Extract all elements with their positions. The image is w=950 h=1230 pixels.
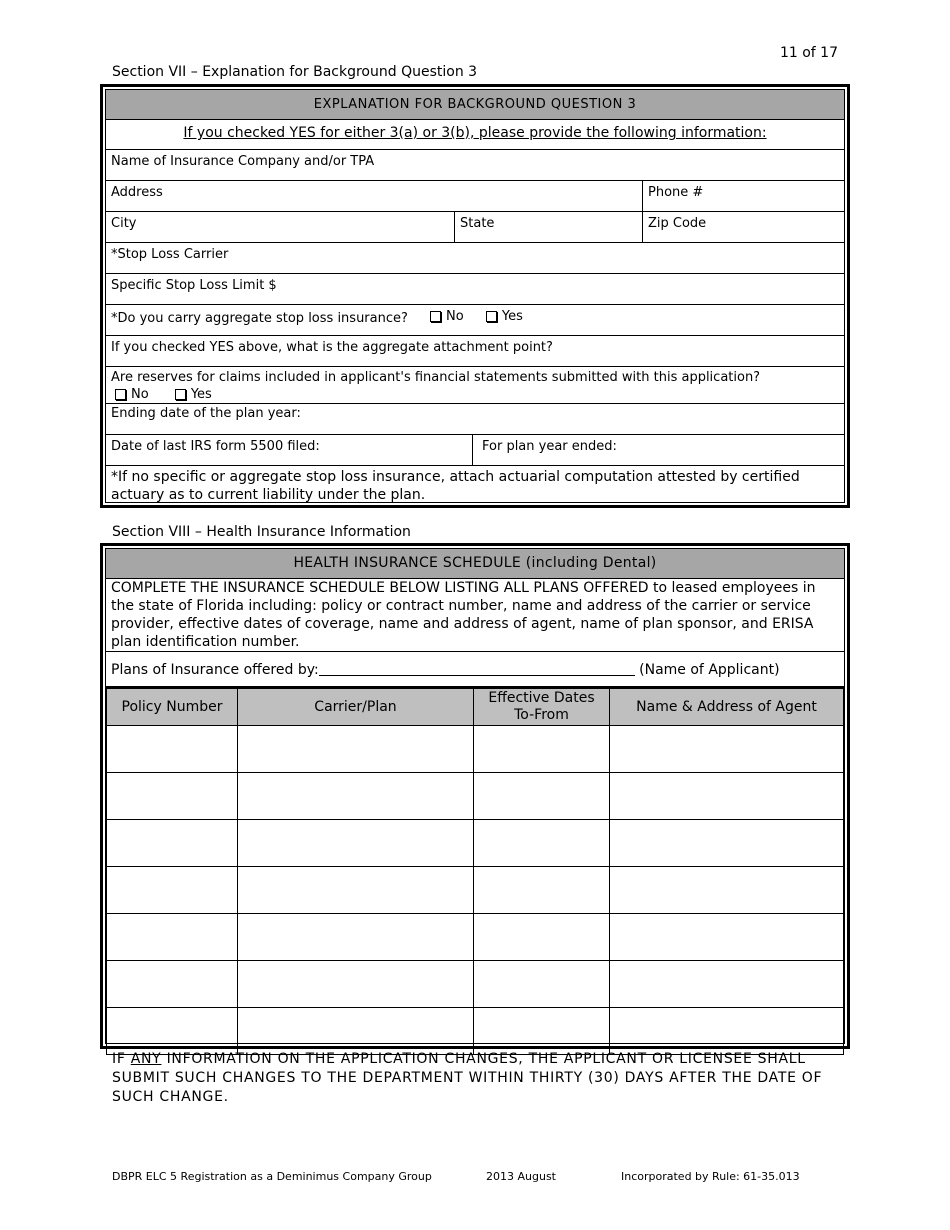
address-row: [106, 181, 844, 212]
reserves-yes-label: Yes: [190, 387, 212, 402]
ending-date-field[interactable]: [106, 404, 844, 435]
address-field[interactable]: [106, 181, 642, 211]
schedule-instructions-row: [106, 579, 844, 652]
reserves-yes-checkbox[interactable]: [175, 389, 186, 400]
column-header-line: To-From: [514, 707, 569, 723]
irs-form-row: [106, 435, 844, 466]
change-notice: [112, 1050, 852, 1107]
city-label: City: [111, 216, 137, 231]
policy-number-cell[interactable]: [107, 1008, 238, 1055]
aggregate-question: *Do you carry aggregate stop loss insurance?: [111, 311, 408, 326]
specific-limit-field[interactable]: [106, 274, 844, 305]
section-7-title: Section VII – Explanation for Background Question 3: [112, 64, 478, 80]
reserves-question-row: [106, 367, 844, 404]
section-7-header: EXPLANATION FOR BACKGROUND QUESTION 3: [106, 90, 844, 120]
column-header-line: Policy Number: [121, 698, 223, 715]
specific-limit-label: Specific Stop Loss Limit $: [111, 278, 277, 293]
carrier-plan-cell[interactable]: [238, 726, 474, 773]
plans-offered-row: [106, 652, 844, 688]
schedule-row: [107, 961, 844, 1008]
column-header-agent-name-address: [610, 689, 844, 726]
phone-field[interactable]: [642, 181, 844, 211]
stop-loss-carrier-field[interactable]: [106, 243, 844, 274]
section-7-instruction: If you checked YES for either 3(a) or 3(b), please provide the following information:: [106, 120, 844, 150]
column-header-carrier-plan: [238, 689, 474, 726]
agent-name-address-cell[interactable]: [610, 961, 844, 1008]
policy-number-cell[interactable]: [107, 726, 238, 773]
schedule-row: [107, 1008, 844, 1055]
aggregate-yes-option[interactable]: [486, 309, 523, 324]
footer-form-name: DBPR ELC 5 Registration as a Deminimus Company Group: [112, 1170, 432, 1183]
effective-dates-cell[interactable]: [474, 867, 610, 914]
plan-year-ended-field[interactable]: [472, 435, 844, 465]
state-field[interactable]: [454, 212, 642, 242]
change-notice-emphasis: ANY: [130, 1051, 162, 1067]
policy-number-cell[interactable]: [107, 773, 238, 820]
insurance-company-field[interactable]: [106, 150, 844, 181]
carrier-plan-cell[interactable]: [238, 914, 474, 961]
carrier-plan-cell[interactable]: [238, 1008, 474, 1055]
effective-dates-cell[interactable]: [474, 961, 610, 1008]
zip-field[interactable]: [642, 212, 844, 242]
agent-name-address-cell[interactable]: [610, 820, 844, 867]
schedule-row: [107, 867, 844, 914]
schedule-row: [107, 820, 844, 867]
footer-date: 2013 August: [486, 1170, 556, 1183]
agent-name-address-cell[interactable]: [610, 1008, 844, 1055]
applicant-label: (Name of Applicant): [639, 662, 780, 678]
schedule-instructions: COMPLETE THE INSURANCE SCHEDULE BELOW LISTING ALL PLANS OFFERED to leased employees in the state of Florida including: policy or contract number, name and address of the carrier or service provider, effective dates of coverage, name and address of agent, name of plan sponsor, and ERISA plan identification number.: [111, 580, 816, 650]
effective-dates-cell[interactable]: [474, 726, 610, 773]
footer-rule: Incorporated by Rule: 61-35.013: [621, 1170, 800, 1183]
attachment-point-label: If you checked YES above, what is the aggregate attachment point?: [111, 340, 553, 355]
agent-name-address-cell[interactable]: [610, 867, 844, 914]
policy-number-cell[interactable]: [107, 820, 238, 867]
section-8-header: HEALTH INSURANCE SCHEDULE (including Dental): [106, 549, 844, 579]
aggregate-no-label: No: [446, 309, 464, 324]
address-label: Address: [111, 185, 163, 200]
schedule-row: [107, 914, 844, 961]
state-label: State: [460, 216, 495, 231]
effective-dates-cell[interactable]: [474, 820, 610, 867]
carrier-plan-cell[interactable]: [238, 961, 474, 1008]
agent-name-address-cell[interactable]: [610, 773, 844, 820]
column-header-policy-number: [107, 689, 238, 726]
aggregate-yes-label: Yes: [501, 309, 523, 324]
change-notice-text: INFORMATION ON THE APPLICATION CHANGES, THE APPLICANT OR LICENSEE SHALL SUBMIT SUCH CHANGES TO THE DEPARTMENT WITHIN THIRTY (30) DAYS AFTER THE DATE OF SUCH CHANGE.: [112, 1051, 823, 1105]
phone-label: Phone #: [648, 185, 704, 200]
column-header-line: Effective Dates: [488, 690, 595, 706]
city-row: [106, 212, 844, 243]
effective-dates-cell[interactable]: [474, 773, 610, 820]
aggregate-yes-checkbox[interactable]: [486, 311, 497, 322]
section-8-form: [100, 543, 850, 1049]
aggregate-no-option[interactable]: [430, 309, 464, 324]
aggregate-question-row: [106, 305, 844, 336]
carrier-plan-cell[interactable]: [238, 820, 474, 867]
plans-offered-label: Plans of Insurance offered by:: [111, 662, 319, 678]
irs-form-field[interactable]: [106, 435, 472, 465]
insurance-schedule-table: [106, 688, 844, 1055]
carrier-plan-cell[interactable]: [238, 867, 474, 914]
reserves-no-checkbox[interactable]: [115, 389, 126, 400]
schedule-row: [107, 773, 844, 820]
applicant-name-input[interactable]: [319, 661, 635, 676]
page-number: 11 of 17: [779, 45, 838, 61]
carrier-plan-cell[interactable]: [238, 773, 474, 820]
ending-date-label: Ending date of the plan year:: [111, 406, 301, 421]
policy-number-cell[interactable]: [107, 914, 238, 961]
irs-form-label: Date of last IRS form 5500 filed:: [111, 439, 320, 454]
column-header-line: Name & Address of Agent: [636, 698, 817, 715]
reserves-no-option[interactable]: [115, 386, 149, 403]
attachment-point-field[interactable]: [106, 336, 844, 367]
stop-loss-carrier-label: *Stop Loss Carrier: [111, 247, 229, 262]
plan-year-ended-label: For plan year ended:: [482, 439, 617, 454]
agent-name-address-cell[interactable]: [610, 726, 844, 773]
change-notice-prefix: IF: [112, 1051, 131, 1067]
agent-name-address-cell[interactable]: [610, 914, 844, 961]
schedule-row: [107, 726, 844, 773]
policy-number-cell[interactable]: [107, 961, 238, 1008]
aggregate-no-checkbox[interactable]: [430, 311, 441, 322]
city-field[interactable]: [106, 212, 454, 242]
column-header-effective-dates: [474, 689, 610, 726]
reserves-no-label: No: [131, 387, 149, 402]
reserves-yes-option[interactable]: [175, 386, 212, 403]
effective-dates-cell[interactable]: [474, 914, 610, 961]
reserves-question: Are reserves for claims included in applicant's financial statements submitted with this application?: [111, 370, 761, 385]
effective-dates-cell[interactable]: [474, 1008, 610, 1055]
section-7-form: [100, 84, 850, 508]
insurance-company-label: Name of Insurance Company and/or TPA: [111, 154, 375, 169]
policy-number-cell[interactable]: [107, 867, 238, 914]
section-8-title: Section VIII – Health Insurance Information: [112, 524, 411, 540]
column-header-line: Carrier/Plan: [314, 698, 397, 715]
stop-loss-footnote: *If no specific or aggregate stop loss insurance, attach actuarial computation attested by certified actuary as to current liability under the plan.: [111, 469, 800, 503]
zip-label: Zip Code: [648, 216, 707, 231]
